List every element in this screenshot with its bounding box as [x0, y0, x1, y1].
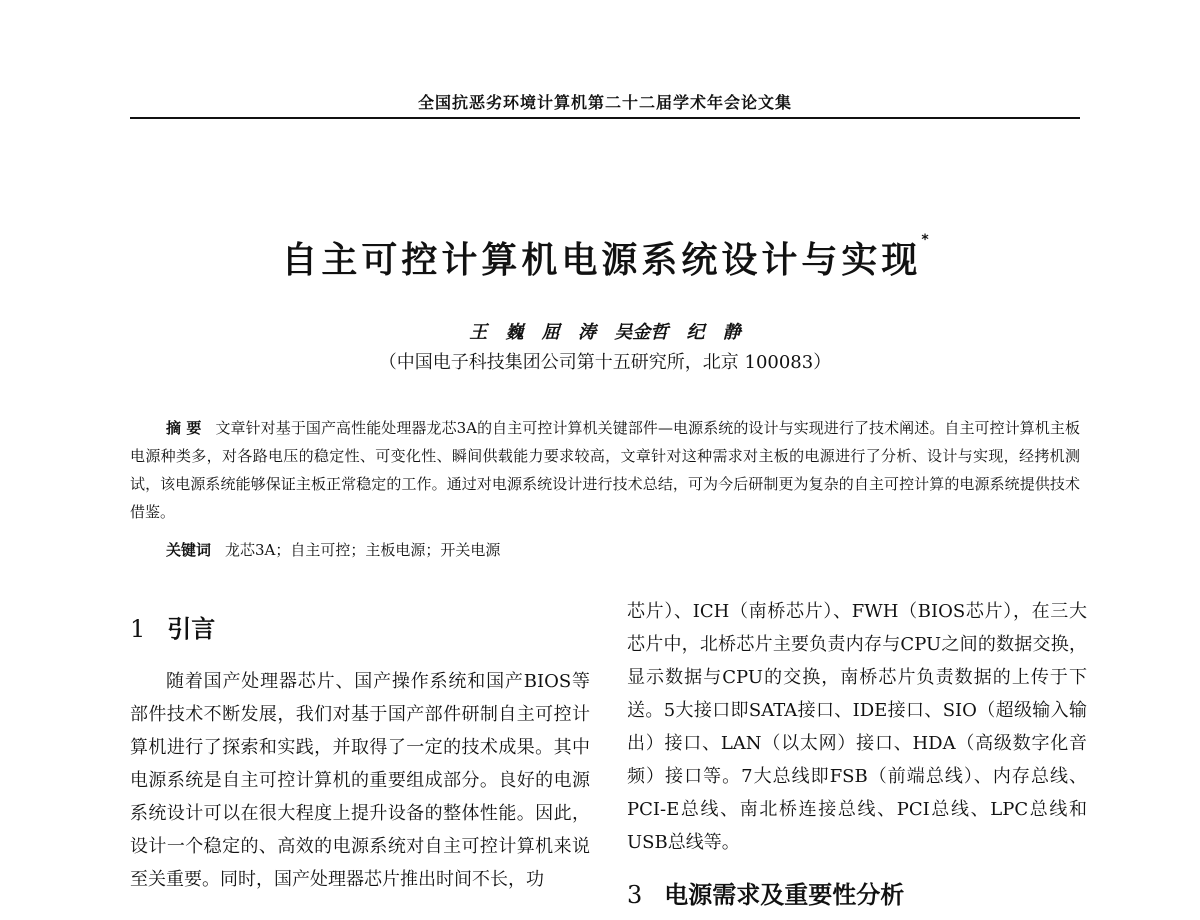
running-header: 全国抗恶劣环境计算机第二十二届学术年会论文集: [417, 93, 792, 112]
section-title: 引言: [167, 615, 216, 643]
paper-title-text: 自主可控计算机电源系统设计与实现: [281, 240, 922, 282]
abstract: [130, 414, 1080, 526]
section-heading-power: [627, 871, 1087, 919]
keywords: [166, 536, 1066, 564]
affiliation: （中国电子科技集团公司第十五研究所，北京 100083）: [378, 352, 832, 373]
header-rule: [130, 117, 1080, 119]
section-title: 电源需求及重要性分析: [664, 881, 905, 909]
section-heading-intro: [130, 605, 590, 653]
title-footnote-mark: *: [921, 232, 929, 249]
section-number: 3: [627, 881, 643, 909]
intro-paragraph: 随着国产处理器芯片、国产操作系统和国产BIOS等部件技术不断发展，我们对基于国产部件研制自主可控计算机进行了探索和实践，并取得了一定的技术成果。其中电源系统是自主可控计算机的重要组成部分。良好的电源系统设计可以在很大程度上提升设备的整体性能。因此，设计一个稳定的、高效的电源系统对自主可控计算机来说至关重要。同时，国产处理器芯片推出时间不长，功: [130, 671, 590, 890]
right-column-paragraph: 芯片）、ICH（南桥芯片）、FWH（BIOS芯片），在三大芯片中，北桥芯片主要负责内存与CPU之间的数据交换，显示数据与CPU的交换，南桥芯片负责数据的上传于下送。5大接口即SATA接口、IDE接口、SIO（超级输入输出）接口、LAN（以太网）接口、HDA（高级数字化音频）接口等。7大总线即FSB（前端总线）、内存总线、PCI-E总线、南北桥连接总线、PCI总线、LPC总线和USB总线等。: [627, 601, 1087, 853]
keywords-label: 关键词: [166, 541, 212, 559]
authors: 王 巍 屈 涛 吴金哲 纪 静: [469, 322, 741, 343]
keywords-text: 龙芯3A；自主可控；主板电源；开关电源: [225, 541, 501, 559]
paper-title: [130, 232, 1080, 283]
section-number: 1: [130, 615, 146, 643]
abstract-label: 摘 要: [166, 419, 202, 437]
right-column: [627, 595, 1087, 919]
abstract-text: 文章针对基于国产高性能处理器龙芯3A的自主可控计算机关键部件—电源系统的设计与实现进行了技术阐述。自主可控计算机主板电源种类多，对各路电压的稳定性、可变化性、瞬间供载能力要求较高，文章针对这种需求对主板的电源进行了分析、设计与实现，经拷机测试，该电源系统能够保证主板正常稳定的工作。通过对电源系统设计进行技术总结，可为今后研制更为复杂的自主可控计算的电源系统提供技术借鉴。: [130, 419, 1080, 521]
left-column: [130, 605, 590, 896]
